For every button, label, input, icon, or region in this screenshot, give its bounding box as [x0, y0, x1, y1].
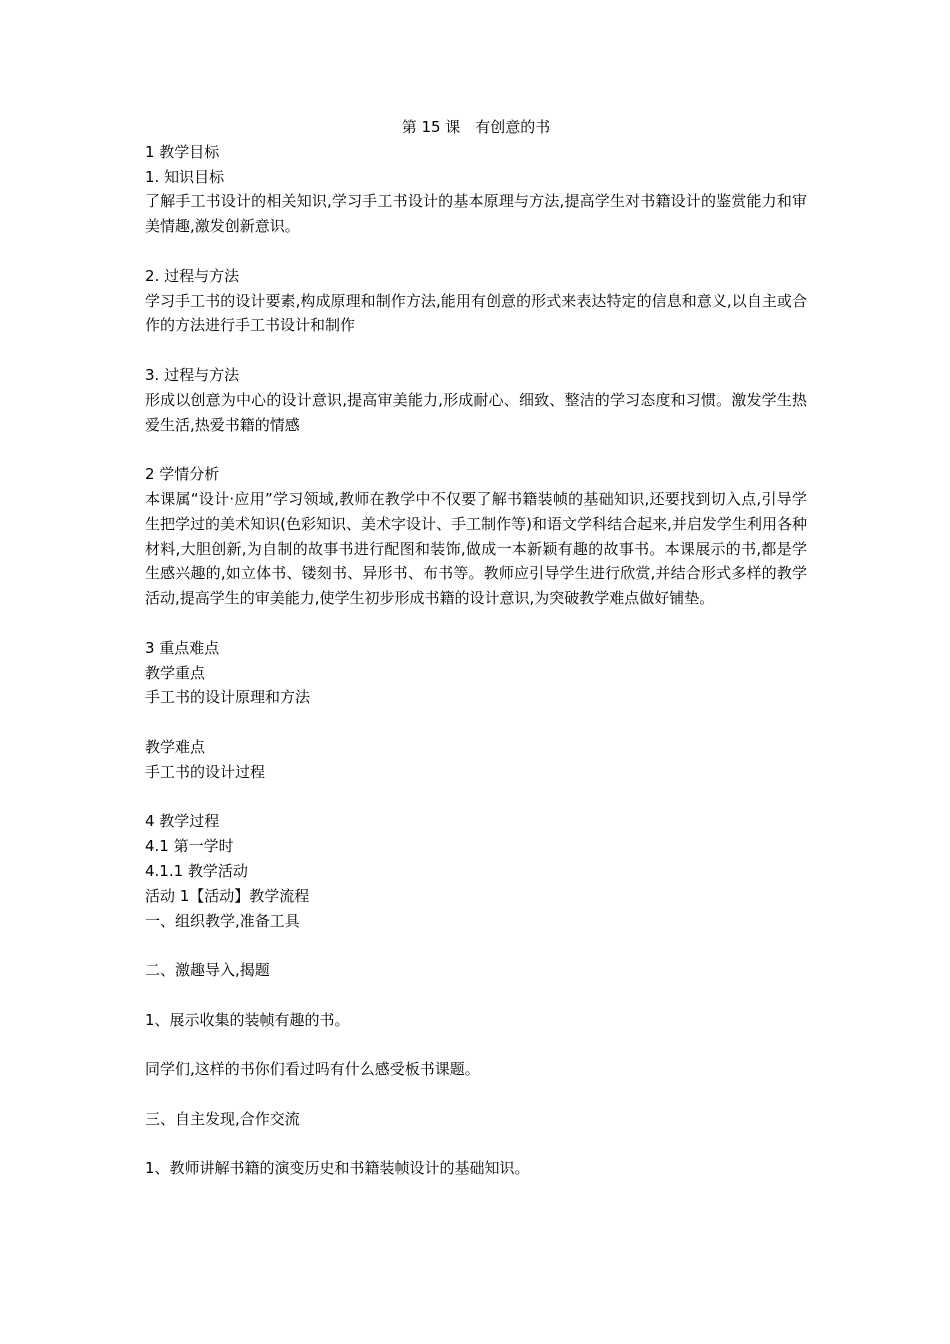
blank-line [145, 239, 807, 264]
blank-line [145, 983, 807, 1008]
blank-line [145, 1032, 807, 1057]
lesson-title: 第 15 课 有创意的书 [401, 118, 551, 136]
objective-attitude-text: 形成以创意为中心的设计意识,提高审美能力,形成耐心、细致、整洁的学习态度和习惯。激发学生热爱生活,热爱书籍的情感 [145, 390, 807, 434]
step-two-text: 同学们,这样的书你们看过吗有什么感受板书课题。 [145, 1060, 480, 1079]
section-heading-key-points: 3 重点难点 [145, 638, 220, 657]
objective-attitude-heading: 3. 过程与方法 [145, 365, 240, 384]
step-one: 一、组织教学,准备工具 [145, 911, 300, 930]
blank-line [145, 710, 807, 735]
activity-title: 活动 1【活动】教学流程 [145, 886, 310, 905]
blank-line [145, 437, 807, 462]
blank-line [145, 1132, 807, 1157]
step-three: 三、自主发现,合作交流 [145, 1109, 300, 1128]
key-point-text: 手工书的设计原理和方法 [145, 688, 311, 707]
objective-process-heading: 2. 过程与方法 [145, 266, 240, 285]
objective-process-text: 学习手工书的设计要素,构成原理和制作方法,能用有创意的形式来表达特定的信息和意义,以自主或合作的方法进行手工书设计和制作 [145, 291, 807, 335]
analysis-text: 本课属“设计·应用”学习领域,教师在教学中不仅要了解书籍装帧的基础知识,还要找到切入点,引导学生把学过的美术知识(色彩知识、美术字设计、手工制作等)和语文学科结合起来,并启发学生利用各种材料,大胆创新,为自制的故事书进行配图和装饰,做成一本新颖有趣的故事书。本课展示的书,都是学生感兴趣的,如立体书、镂刻书、异形书、布书等。教师应引导学生进行欣赏,并结合形式多样的教学活动,提高学生的审美能力,使学生初步形成书籍的设计意识,为突破教学难点做好铺垫。 [145, 489, 807, 608]
process-subheading-period: 4.1 第一学时 [145, 837, 234, 856]
difficulty-text: 手工书的设计过程 [145, 762, 266, 781]
document-body [145, 115, 807, 1181]
section-heading-objectives: 1 教学目标 [145, 142, 220, 161]
section-heading-process: 4 教学过程 [145, 812, 220, 831]
process-subheading-activity: 4.1.1 教学活动 [145, 861, 248, 880]
section-heading-analysis: 2 学情分析 [145, 465, 220, 484]
key-point-label: 教学重点 [145, 663, 206, 682]
step-two-item-one: 1、展示收集的装帧有趣的书。 [145, 1010, 350, 1029]
step-two: 二、激趣导入,揭题 [145, 961, 270, 980]
step-three-item-one: 1、教师讲解书籍的演变历史和书籍装帧设计的基础知识。 [145, 1159, 530, 1178]
difficulty-label: 教学难点 [145, 737, 206, 756]
objective-knowledge-heading: 1. 知识目标 [145, 167, 225, 186]
blank-line [145, 338, 807, 363]
blank-line [145, 785, 807, 810]
blank-line [145, 933, 807, 958]
blank-line [145, 611, 807, 636]
objective-knowledge-text: 了解手工书设计的相关知识,学习手工书设计的基本原理与方法,提高学生对书籍设计的鉴赏能力和审美情趣,激发创新意识。 [145, 192, 807, 236]
blank-line [145, 1082, 807, 1107]
